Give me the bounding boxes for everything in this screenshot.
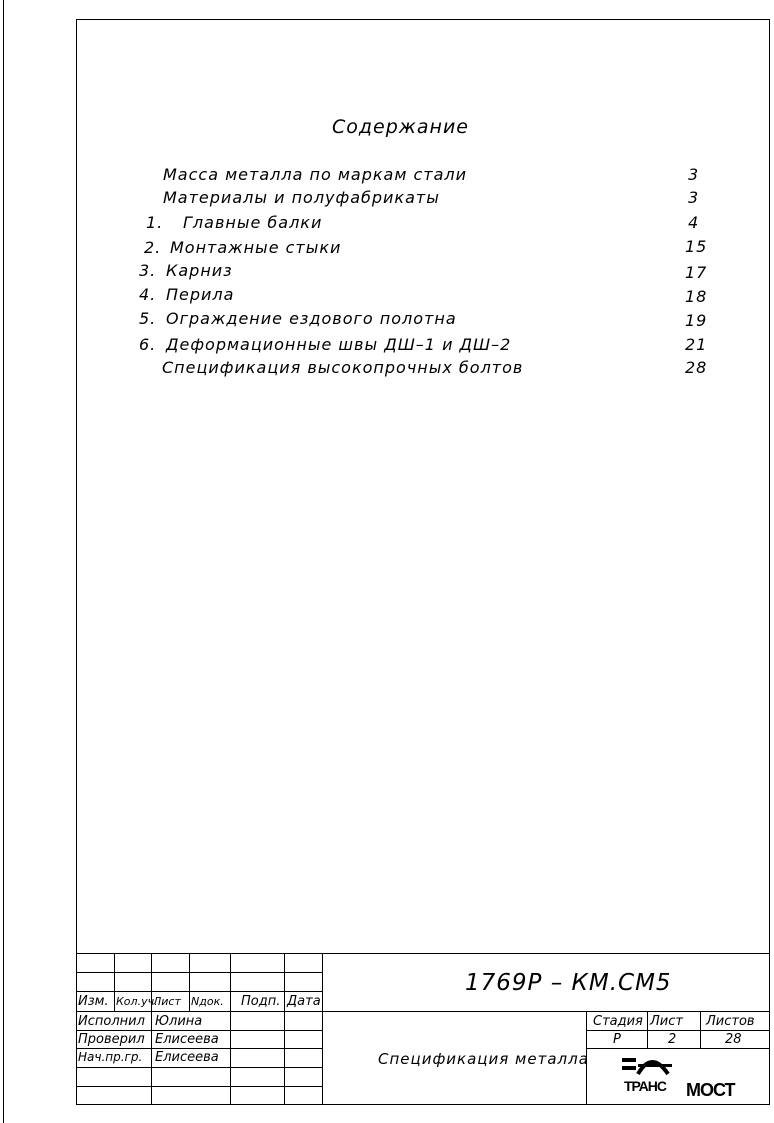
toc-number: 5. (139, 309, 157, 328)
bridge-logo-icon (622, 1054, 672, 1076)
header-list: Лист (153, 995, 181, 1008)
header-data: Дата (287, 994, 321, 1009)
page-title: Содержание (332, 116, 469, 138)
header-kol: Кол.уч. (116, 995, 158, 1008)
role-label: Нач.пр.гр. (78, 1050, 143, 1064)
toc-page: 28 (685, 358, 708, 377)
toc-page: 18 (685, 287, 708, 306)
role-name: Елисеева (155, 1050, 219, 1065)
sheet-value: 2 (668, 1032, 677, 1047)
toc-label: Деформационные швы ДШ–1 и ДШ–2 (166, 335, 512, 354)
document-title: Спецификация металла (378, 1050, 589, 1068)
toc-page: 19 (685, 311, 708, 330)
toc-page: 17 (685, 263, 708, 282)
toc-number: 3. (139, 261, 157, 280)
binding-line (3, 0, 4, 1123)
logo-text-left: ТРАНС (624, 1078, 666, 1094)
toc-label: Спецификация высокопрочных болтов (162, 358, 524, 377)
toc-page: 3 (688, 165, 700, 184)
stage-value: Р (613, 1032, 621, 1047)
toc-number: 6. (139, 335, 157, 354)
toc-number: 4. (139, 285, 157, 304)
role-name: Елисеева (155, 1032, 219, 1047)
toc-number: 2. (144, 238, 162, 257)
role-name: Юлина (155, 1014, 203, 1029)
logo-text-right: МОСТ (686, 1080, 735, 1100)
header-podp: Подп. (241, 994, 281, 1009)
document-code: 1769Р – КМ.СМ5 (465, 970, 672, 996)
header-izm: Изм. (78, 994, 109, 1009)
toc-label: Главные балки (183, 213, 323, 232)
company-logo (620, 1054, 760, 1100)
toc-page: 3 (688, 188, 700, 207)
role-label: Проверил (78, 1032, 145, 1047)
sheet-label: Лист (650, 1014, 683, 1029)
toc-page: 21 (685, 335, 708, 354)
toc-label: Карниз (166, 261, 233, 280)
header-ndok: Nдок. (191, 995, 224, 1008)
toc-label: Монтажные стыки (170, 238, 342, 257)
stage-label: Стадия (593, 1014, 643, 1029)
toc-page: 4 (688, 213, 700, 232)
sheets-label: Листов (706, 1014, 755, 1029)
toc-label: Масса металла по маркам стали (163, 165, 468, 184)
toc-label: Материалы и полуфабрикаты (163, 188, 440, 207)
toc-label: Перила (166, 285, 235, 304)
toc-number: 1. (146, 213, 164, 232)
sheets-value: 28 (725, 1032, 742, 1047)
toc-label: Ограждение ездового полотна (166, 309, 457, 328)
toc-page: 15 (685, 237, 708, 256)
role-label: Исполнил (78, 1014, 145, 1029)
